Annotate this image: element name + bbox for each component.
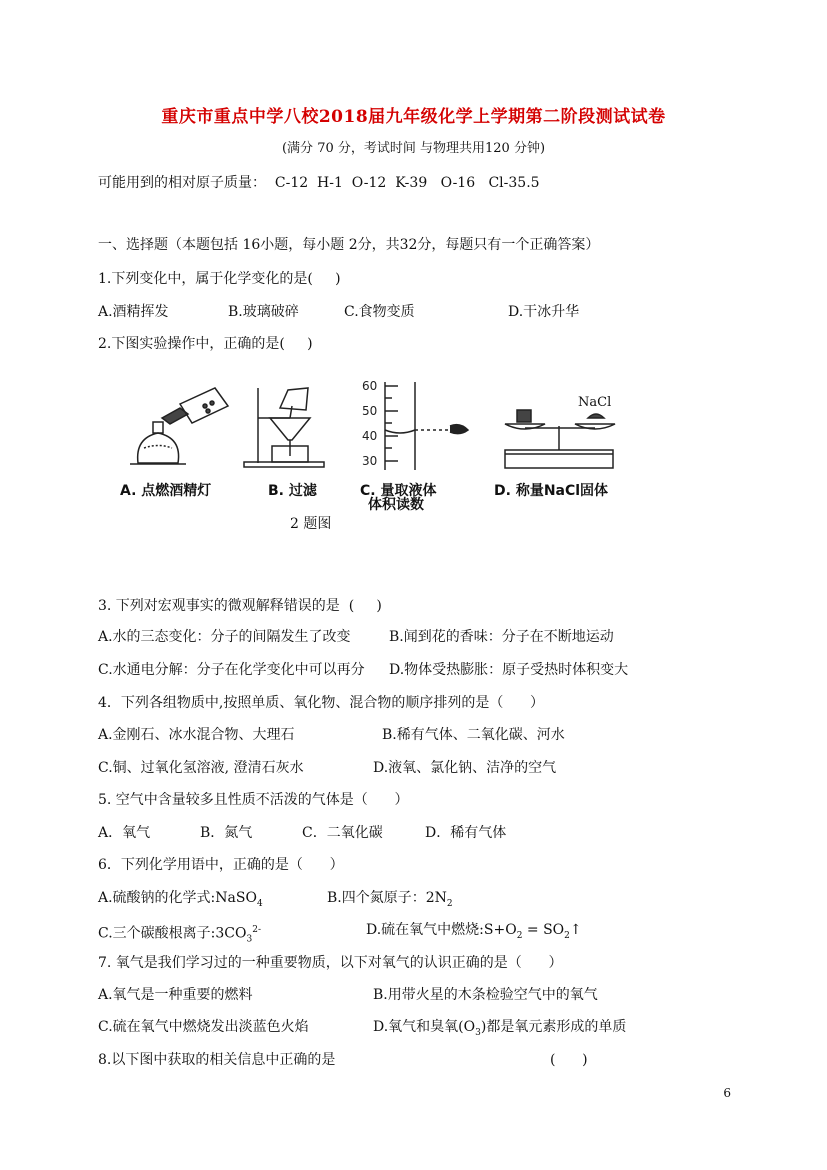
tick-30: 30 [362,454,378,468]
q1-option-b: B.玻璃破碎 [228,304,299,320]
q6-option-b: B.四个氮原子：$2N_2$ [327,890,453,909]
q5-option-d: D．稀有气体 [425,825,507,841]
q4-option-c: C.铜、过氧化氢溶液, 澄清石灰水 [98,760,304,776]
q3-option-a: A.水的三态变化：分子的间隔发生了改变 [98,629,351,645]
figure-label-c-line2: 体积读数 [368,497,424,513]
q1-option-a: A.酒精挥发 [98,304,169,320]
q3-option-b: B.闻到花的香味：分子在不断地运动 [389,629,614,645]
tick-40: 40 [362,429,378,443]
lab-operations-illustration [120,378,640,478]
q7-option-b: B.用带火星的木条检验空气中的氧气 [373,987,598,1003]
atomic-masses: 可能用到的相对原子质量： C-12 H-1 O-12 K-39 O-16 Cl-35.5 [98,175,540,191]
q3-option-c: C.水通电分解：分子在化学变化中可以再分 [98,662,365,678]
question-5-stem: 5. 空气中含量较多且性质不活泼的气体是（ ） [98,792,409,808]
q1-option-d: D.干冰升华 [508,304,580,320]
q1-option-c: C.食物变质 [344,304,415,320]
q4-option-b: B.稀有气体、二氧化碳、河水 [382,727,565,743]
nacl-label: NaCl [578,395,612,410]
question-6-stem: 6．下列化学用语中，正确的是（ ） [98,857,344,873]
figure-label-d: D. 称量NaCl固体 [494,483,609,499]
question-4-stem: 4．下列各组物质中,按照单质、氧化物、混合物的顺序排列的是（ ） [98,695,545,711]
alcohol-lamp-image [130,388,228,464]
cylinder-ticks [362,379,377,468]
q5-option-b: B．氮气 [200,825,253,841]
q7-option-c: C.硫在氧气中燃烧发出淡蓝色火焰 [98,1019,309,1035]
q5-option-c: C．二氧化碳 [302,825,383,841]
question-1-stem: 1.下列变化中，属于化学变化的是( ) [98,271,341,287]
tick-60: 60 [362,379,378,393]
figure-caption: 2 题图 [290,516,332,532]
q4-option-d: D.液氧、氯化钠、洁净的空气 [373,760,557,776]
question-3-stem: 3. 下列对宏观事实的微观解释错误的是 ( ) [98,598,382,614]
exam-subtitle: (满分 70 分，考试时间 与物理共用120 分钟) [281,141,546,156]
question-7-stem: 7. 氧气是我们学习过的一种重要物质，以下对氧气的认识正确的是（ ） [98,955,563,971]
exam-title: 重庆市重点中学八校2018届九年级化学上学期第二阶段测试试卷 [161,107,666,127]
figure-label-c-line1: C. 量取液体 [360,483,437,499]
gas-arrow-icon: ↑ [569,922,582,938]
q6-option-d: D.硫在氧气中燃烧$:S+O_2$ = $SO_2↑$ [366,922,582,941]
filtration-apparatus-image [244,388,324,467]
q3-option-d: D.物体受热膨胀：原子受热时体积变大 [389,662,629,678]
tick-50: 50 [362,404,378,418]
q4-option-a: A.金刚石、冰水混合物、大理石 [98,727,295,743]
question-2-stem: 2.下图实验操作中，正确的是( ) [98,336,313,352]
section-heading: 一、选择题（本题包括 16小题，每小题 2分，共32分，每题只有一个正确答案） [98,237,600,253]
q7-option-d: D.氧气和臭氧$(O_3)$都是氧元素形成的单质 [373,1019,627,1038]
question-8-answer-paren: ( ) [550,1052,588,1068]
q5-option-a: A．氧气 [98,825,151,841]
figure-label-a: A. 点燃酒精灯 [120,483,212,499]
q7-option-a: A.氧气是一种重要的燃料 [98,987,253,1003]
figure-label-b: B. 过滤 [268,483,317,499]
q6-option-c: C.三个碳酸根离子$:3CO_3^{2-}$ [98,925,261,945]
balance-image [505,410,615,468]
q6-option-a: A.硫酸钠的化学式:NaSO$_4$ [98,890,263,909]
question-2-figure [120,378,640,513]
page-number: 6 [723,1086,731,1100]
graduated-cylinder-image [385,382,468,470]
question-8-stem: 8.以下图中获取的相关信息中正确的是 [98,1052,336,1068]
